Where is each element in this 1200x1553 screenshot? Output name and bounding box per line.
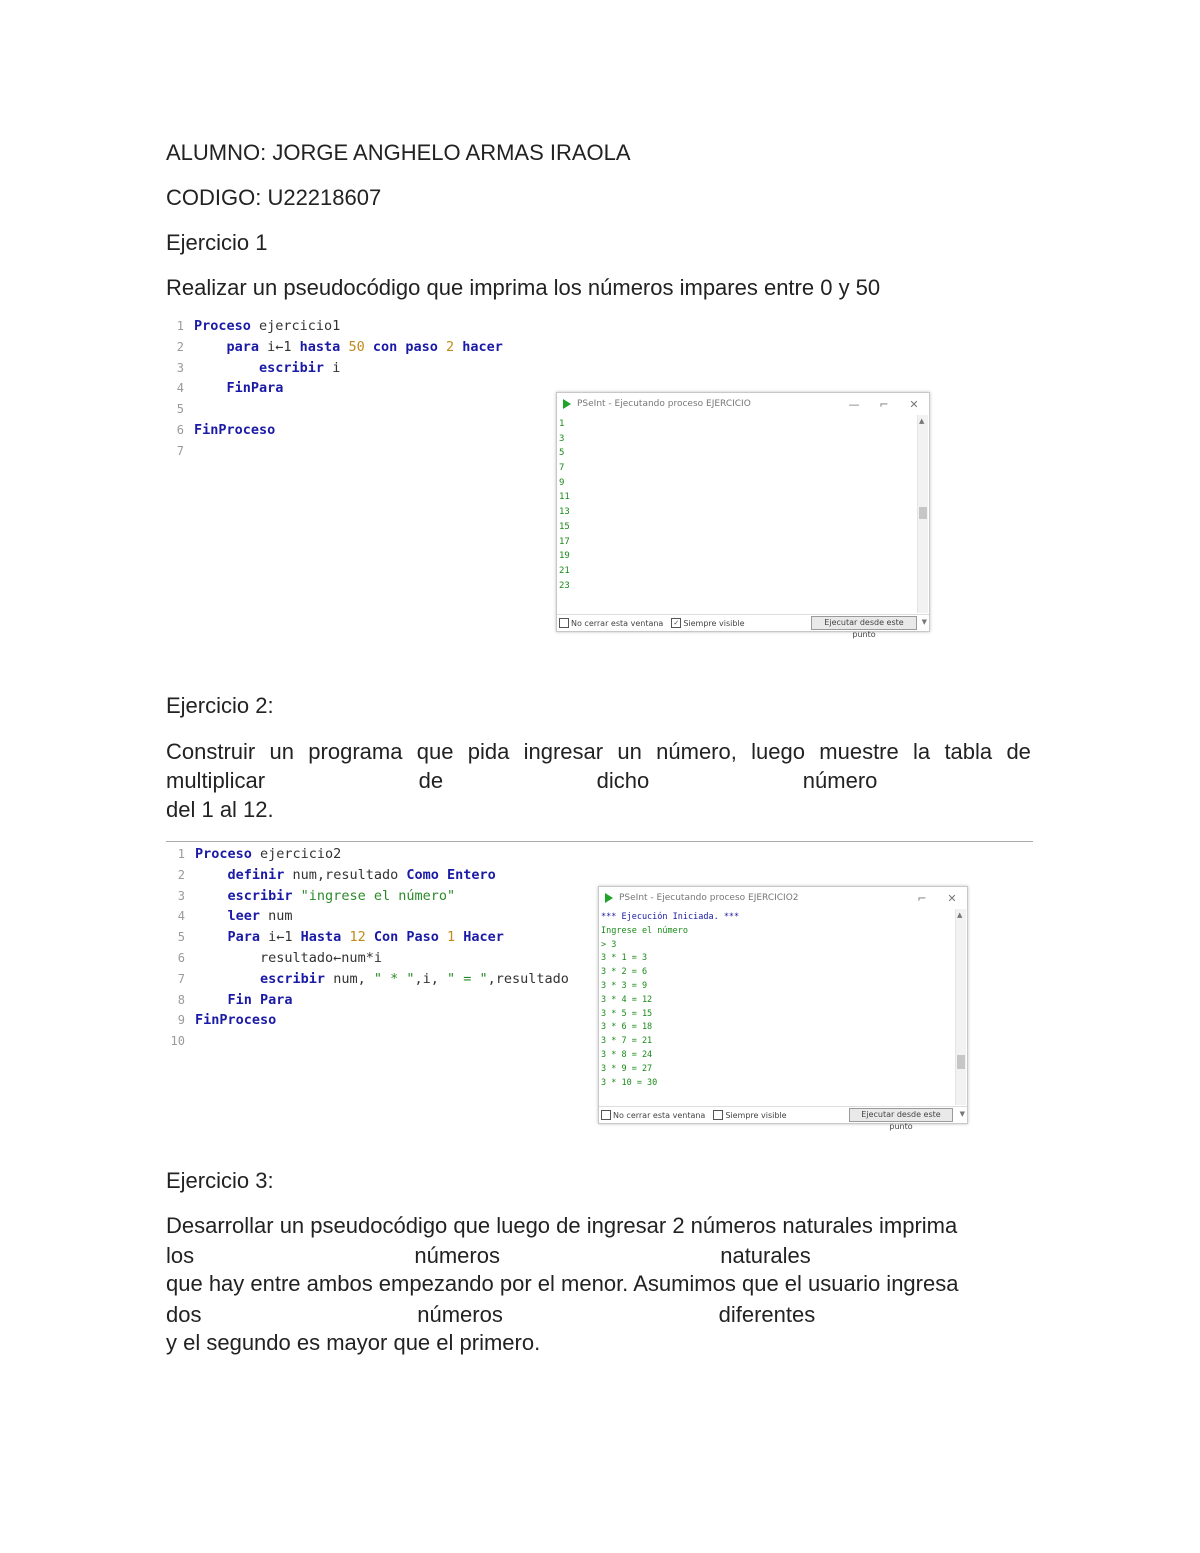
- no-close-checkbox[interactable]: [559, 618, 569, 628]
- code-line: 4 leer num: [177, 908, 293, 925]
- console-line: 7: [559, 463, 565, 474]
- window-titlebar: [557, 393, 929, 415]
- exercise-1-statement: Realizar un pseudocódigo que imprima los números impares entre 0 y 50: [166, 275, 881, 300]
- exercise-3-line-4: [166, 1300, 1031, 1329]
- window-title: PSeInt - Ejecutando proceso EJERCICIO2: [619, 893, 799, 903]
- code-line: 9 FinProceso: [177, 1012, 277, 1029]
- code-line: 1 Proceso ejercicio2: [177, 846, 342, 862]
- word: ingresar: [523, 739, 604, 764]
- word: naturales: [720, 1243, 811, 1268]
- word: número: [802, 768, 878, 793]
- scrollbar-thumb[interactable]: [957, 1055, 965, 1069]
- console-line: 3 * 3 = 9: [601, 980, 648, 991]
- console-line: 13: [559, 507, 570, 518]
- window-titlebar: [599, 887, 967, 909]
- console-line: 3 * 1 = 3: [601, 953, 648, 964]
- console-line: 3 * 8 = 24: [601, 1049, 653, 1060]
- student-name: ALUMNO: JORGE ANGHELO ARMAS IRAOLA: [166, 140, 631, 165]
- divider-line: [166, 841, 1033, 842]
- code-line: 2 definir num,resultado Como Entero: [177, 866, 496, 883]
- scroll-down-icon[interactable]: ▼: [959, 1110, 965, 1118]
- no-close-checkbox[interactable]: [601, 1110, 611, 1120]
- console-line: > 3: [601, 939, 617, 950]
- code-line: 7 escribir num, " * " ,i, " = " ,resultado: [177, 970, 569, 987]
- word: Construir: [166, 739, 256, 764]
- word: dos: [166, 1302, 202, 1327]
- console-line: *** Ejecución Iniciada. ***: [601, 912, 740, 922]
- console-line: 11: [559, 492, 570, 503]
- run-from-here-button[interactable]: Ejecutar desde este punto: [849, 1108, 953, 1122]
- no-close-label: No cerrar esta ventana: [571, 618, 664, 628]
- always-visible-checkbox[interactable]: [713, 1110, 723, 1120]
- word: de: [1006, 739, 1031, 764]
- exercise-2-statement-line-3: del 1 al 12.: [166, 797, 274, 822]
- word: un: [617, 739, 642, 764]
- word: la: [913, 739, 931, 764]
- scroll-up-icon[interactable]: ▲: [919, 417, 925, 425]
- word: dicho: [596, 768, 650, 793]
- console-scrollbar[interactable]: [955, 909, 966, 1105]
- console-line: 9: [559, 477, 565, 488]
- scroll-up-icon[interactable]: ▲: [957, 911, 963, 919]
- console-line: 17: [559, 536, 570, 547]
- scrollbar-thumb[interactable]: [919, 507, 927, 519]
- console-line: 3 * 4 = 12: [601, 994, 653, 1005]
- code-line: 8 Fin Para: [177, 991, 293, 1008]
- console-line: 23: [559, 580, 570, 591]
- scroll-down-icon[interactable]: ▼: [921, 618, 927, 626]
- always-visible-label: Siempre visible: [725, 1110, 787, 1120]
- exercise-2-code: [161, 844, 569, 1052]
- console-scrollbar[interactable]: [917, 415, 928, 613]
- exercise-3-line-5: y el segundo es mayor que el primero.: [166, 1330, 541, 1355]
- exercise-2-statement-line-2: [166, 766, 1031, 795]
- console-output: [601, 911, 739, 1090]
- window-footer: [599, 1106, 967, 1131]
- code-line: 6 FinProceso: [176, 421, 276, 438]
- exercise-3-line-2: [166, 1241, 1031, 1270]
- pseint-run-icon: [563, 399, 571, 409]
- exercise-3-line-3: que hay entre ambos empezando por el menor. Asumimos que el usuario ingresa: [166, 1271, 959, 1296]
- maximize-icon[interactable]: ⌐: [879, 397, 889, 411]
- console-line: 3 * 2 = 6: [601, 967, 648, 978]
- code-line: 5 Para i←1 Hasta 12 Con Paso 1 Hacer: [177, 929, 504, 946]
- console-line: 3 * 9 = 27: [601, 1063, 653, 1074]
- console-line: 3 * 7 = 21: [601, 1036, 653, 1047]
- code-line: 2 para i←1 hasta 50 con paso 2 hacer: [176, 338, 503, 355]
- word: diferentes: [718, 1302, 816, 1327]
- maximize-icon[interactable]: ⌐: [917, 891, 927, 905]
- code-line: 6 resultado←num*i: [177, 949, 382, 966]
- close-icon[interactable]: ✕: [909, 397, 919, 411]
- word: números: [417, 1302, 503, 1327]
- exercise-1-output-window: [556, 392, 930, 639]
- window-title: PSeInt - Ejecutando proceso EJERCICIO: [577, 399, 751, 409]
- word: los: [166, 1243, 195, 1268]
- exercise-3-line-1: Desarrollar un pseudocódigo que luego de ingresar 2 números naturales imprima: [166, 1213, 958, 1238]
- console-output: [559, 417, 570, 593]
- console-line: 3 * 10 = 30: [601, 1077, 658, 1088]
- console-line: 3: [559, 433, 565, 444]
- always-visible-checkbox[interactable]: ✓: [671, 618, 681, 628]
- exercise-2-title: Ejercicio 2:: [166, 693, 274, 718]
- code-line: 10: [170, 1034, 185, 1049]
- minimize-icon[interactable]: —: [848, 397, 860, 411]
- exercise-1-code: [160, 316, 503, 462]
- word: que: [416, 739, 454, 764]
- word: de: [418, 768, 444, 793]
- console-line: 5: [559, 448, 565, 459]
- word: pida: [467, 739, 510, 764]
- exercise-2-statement-line-1: [166, 737, 1031, 766]
- exercise-2-output-window: [598, 886, 968, 1131]
- close-icon[interactable]: ✕: [947, 891, 957, 905]
- pseint-run-icon: [605, 893, 613, 903]
- console-line: 1: [559, 419, 565, 429]
- word: un: [269, 739, 295, 764]
- word: número,: [656, 739, 737, 764]
- console-line: 15: [559, 521, 570, 532]
- word: muestre: [819, 739, 899, 764]
- word: luego: [751, 739, 805, 764]
- console-line: 3 * 5 = 15: [601, 1008, 653, 1019]
- code-line: 1 Proceso ejercicio1: [176, 318, 341, 334]
- code-line: 3 escribir "ingrese el número": [177, 887, 456, 904]
- word: programa: [308, 739, 403, 764]
- window-footer: [557, 614, 929, 639]
- console-line: 21: [559, 565, 570, 576]
- run-from-here-button[interactable]: Ejecutar desde este punto: [811, 616, 917, 630]
- code-line: 4 FinPara: [176, 380, 284, 397]
- code-line: 3 escribir i: [176, 359, 341, 376]
- code-line: 7: [176, 443, 184, 458]
- exercise-1-title: Ejercicio 1: [166, 230, 268, 255]
- console-line: 19: [559, 551, 570, 562]
- word: números: [414, 1243, 500, 1268]
- word: multiplicar: [166, 768, 266, 793]
- code-line: 5: [176, 402, 184, 417]
- exercise-3-title: Ejercicio 3:: [166, 1168, 274, 1193]
- console-line: 3 * 6 = 18: [601, 1022, 653, 1033]
- student-code: CODIGO: U22218607: [166, 185, 382, 210]
- no-close-label: No cerrar esta ventana: [613, 1110, 706, 1120]
- console-line: Ingrese el número: [601, 925, 688, 936]
- word: tabla: [944, 739, 993, 764]
- always-visible-label: Siempre visible: [683, 618, 745, 628]
